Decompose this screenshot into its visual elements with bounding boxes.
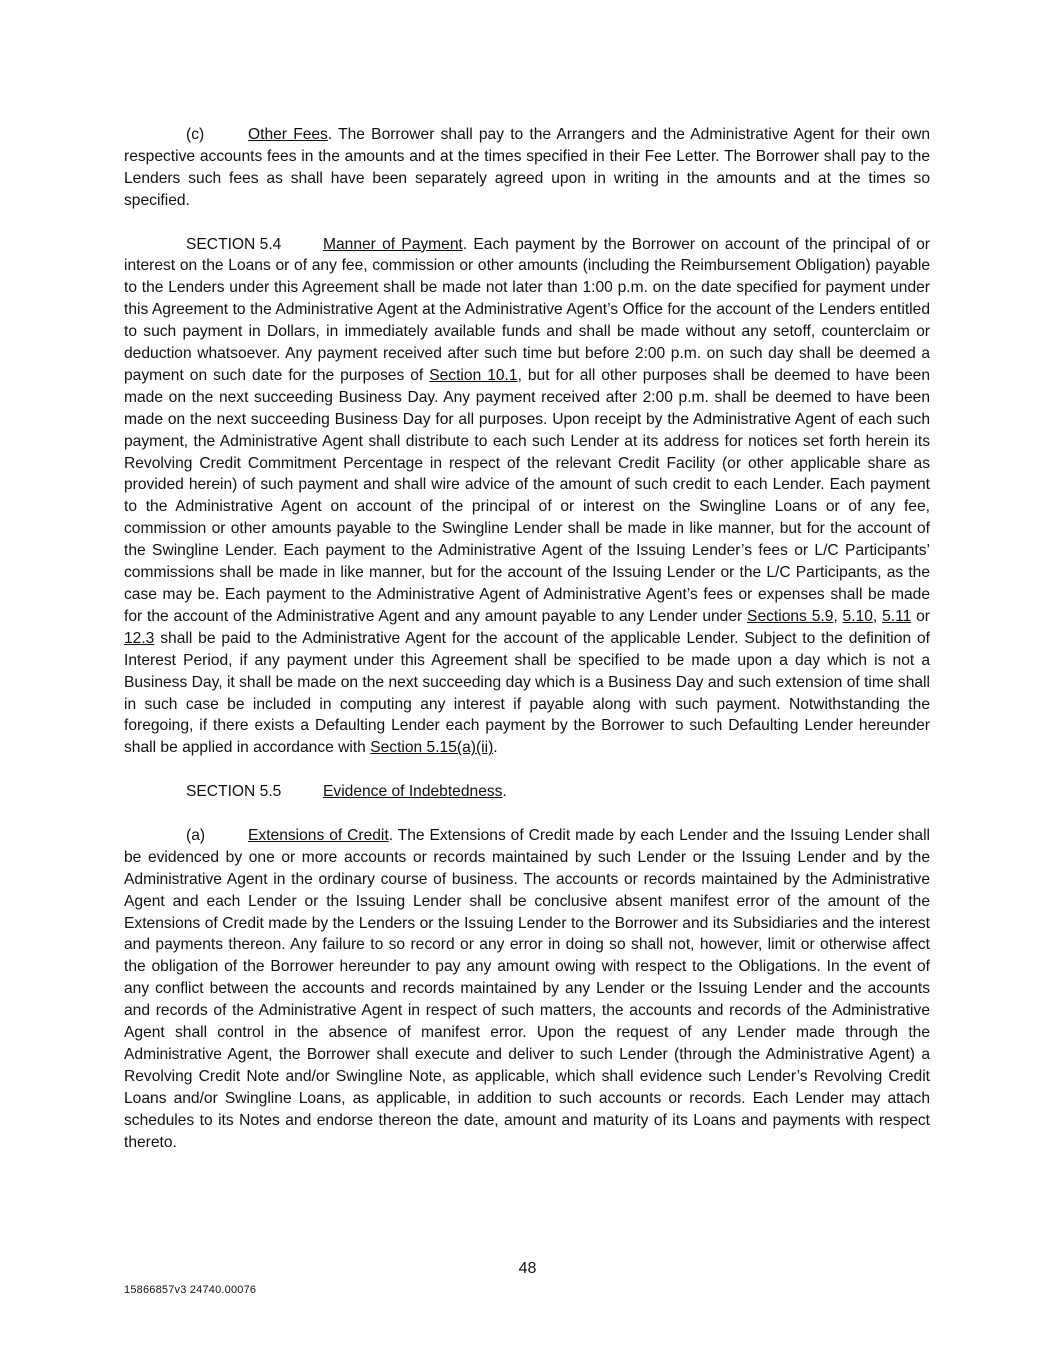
body-text — [124, 124, 930, 1175]
section-text: . Each payment by the Borrower on account of the principal of or interest on the Loans or of any fee, commission or other amounts (including the Reimbursement Obligation) payable to the Lenders under this Agreement shall be made not later than 1:00 p.m. on the date specified for payment under this Agreement to the Administrative Agent at the Administrative Agent’s Office for the account of the Lenders entitled to such payment in Dollars, in immediately available funds and shall be made without any setoff, counterclaim or deduction whatsoever. Any payment received after such time but before 2:00 p.m. on such day shall be deemed a payment on such date for the purposes of — [124, 235, 930, 384]
section-text: . — [493, 739, 498, 757]
clause-marker: (c) — [186, 126, 205, 143]
section-title: Evidence of Indebtedness — [323, 783, 503, 801]
section-title-suffix: . — [502, 783, 507, 801]
cross-reference-link[interactable]: Section 10.1 — [429, 366, 518, 384]
separator: , — [872, 607, 883, 625]
clause-title: Other Fees — [248, 126, 328, 143]
section-text: shall be paid to the Administrative Agent for the account of the applicable Lender. Subject to the definition of Interest Period, if any payment under this Agreement shall be specified to be made upon a day which is not a Business Day, it shall be made on the next succeeding day which is a Business Day and such extension of time shall in such case be included in computing any interest if payable along with such payment. Notwithstanding the foregoing, if there exists a Defaulting Lender each payment by the Borrower to such Defaulting Lender hereunder shall be applied in accordance with — [124, 629, 930, 757]
separator: , — [833, 607, 843, 625]
cross-reference-link[interactable]: 5.10 — [842, 607, 873, 625]
cross-reference-link[interactable]: 5.11 — [882, 607, 912, 625]
document-id: 15866857v3 24740.00076 — [124, 1284, 257, 1296]
separator: or — [911, 607, 930, 625]
cross-reference-link[interactable]: Sections 5.9 — [747, 607, 834, 625]
paragraph-extensions-of-credit — [124, 825, 930, 1154]
section-text: , but for all other purposes shall be deemed to have been made on the next succeeding Business Day. Any payment received after 2:00 p.m. shall be deemed to have been made on the next succeeding Business Day for all purposes. Upon receipt by the Administrative Agent of each such payment, the Administrative Agent shall distribute to each such Lender at its address for notices set forth herein its Revolving Credit Commitment Percentage in respect of the relevant Credit Facility (or other applicable share as provided herein) of such payment and shall wire advice of the amount of such credit to each Lender. Each payment to the Administrative Agent on account of the principal of or interest on the Swingline Loans or of any fee, commission or other amounts payable to the Swingline Lender shall be made in like manner, but for the account of the Swingline Lender. Each payment to the Administrative Agent of the Issuing Lender’s fees or L/C Participants’ commissions shall be made in like manner, but for the account of the Issuing Lender or the L/C Participants, as the case may be. Each payment to the Administrative Agent of Administrative Agent’s fees or expenses shall be made for the account of the Administrative Agent and any amount payable to any Lender under — [124, 366, 931, 625]
clause-title: Extensions of Credit — [248, 826, 389, 844]
section-5-4-paragraph — [124, 234, 930, 760]
section-number: SECTION 5.4 — [186, 235, 282, 253]
section-title: Manner of Payment — [323, 235, 463, 253]
cross-reference-link[interactable]: 12.3 — [124, 629, 155, 647]
clause-text: . The Extensions of Credit made by each Lender and the Issuing Lender shall be evidenced by one or more accounts or records maintained by such Lender or the Issuing Lender and by the Administrative Agent in the ordinary course of business. The accounts or records maintained by the Administrative Agent and each Lender or the Issuing Lender shall be conclusive absent manifest error of the amount of the Extensions of Credit made by the Lenders or the Issuing Lender to the Borrower and its Subsidiaries and the interest and payments thereon. Any failure to so record or any error in doing so shall not, however, limit or otherwise affect the obligation of the Borrower hereunder to pay any amount owing with respect to the Obligations. In the event of any conflict between the accounts and records maintained by any Lender or the Issuing Lender and the accounts and records of the Administrative Agent in respect of such matters, the accounts and records of the Administrative Agent shall control in the absence of manifest error. Upon the request of any Lender made through the Administrative Agent, the Borrower shall execute and deliver to such Lender (through the Administrative Agent) a Revolving Credit Note and/or Swingline Note, as applicable, which shall evidence such Lender’s Revolving Credit Loans and/or Swingline Loans, as applicable, in addition to such accounts or records. Each Lender may attach schedules to its Notes and endorse thereon the date, amount and maturity of its Loans and payments with respect thereto. — [124, 826, 930, 1151]
page-number: 48 — [518, 1260, 537, 1277]
clause-text: . The Borrower shall pay to the Arrangers and the Administrative Agent for their own respective accounts fees in the amounts and at the times specified in their Fee Letter. The Borrower shall pay to the Lenders such fees as shall have been separately agreed upon in writing in the amounts and at the times so specified. — [124, 126, 930, 209]
section-5-5-heading — [124, 781, 930, 803]
section-number: SECTION 5.5 — [186, 783, 282, 801]
clause-marker: (a) — [186, 826, 206, 844]
paragraph-other-fees — [124, 124, 930, 212]
cross-reference-link[interactable]: Section 5.15(a)(ii) — [370, 739, 494, 757]
